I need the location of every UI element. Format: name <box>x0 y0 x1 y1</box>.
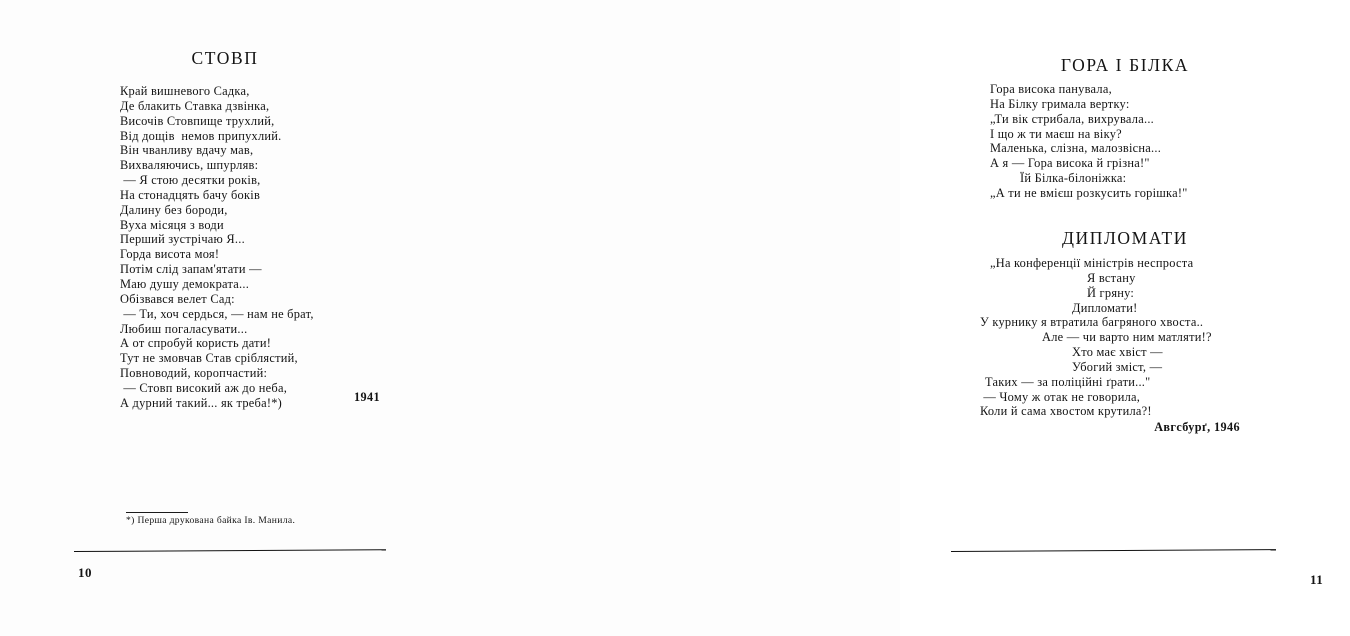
right-page <box>450 0 1324 636</box>
poem-line: Їй Білка-білоніжка: <box>1020 171 1127 186</box>
poem-line: А дурний такий... як треба!*) <box>120 395 283 410</box>
poem-line: Від дощів немов припухлий. <box>120 128 282 143</box>
poem-line: Й гряну: <box>1087 285 1135 300</box>
poem-date-dyplomaty: Авгсбурґ, 1946 <box>1154 420 1240 434</box>
poem-line: „А ти не вмієш розкусить горішка!" <box>990 185 1188 200</box>
footnote-separator-rule <box>126 512 188 513</box>
poem-line: Де блакить Ставка дзвінка, <box>120 98 270 113</box>
poem-line: Він чванливу вдачу мав, <box>120 143 254 158</box>
poem-line: На стонадцять бачу боків <box>120 187 261 202</box>
poem-line: Тут не змовчав Став сріблястий, <box>120 351 298 366</box>
poem-line: Потім слід запам'ятати — <box>120 262 262 277</box>
poem-line: „На конференції міністрів неспроста <box>990 256 1194 270</box>
poem-line: Любиш погаласувати... <box>120 321 248 336</box>
poem-line: Я встану <box>1087 270 1136 285</box>
poem-line: Коли й сама хвостом крутила?! <box>980 404 1152 419</box>
poem-line: Убогий зміст, — <box>1072 359 1163 374</box>
poem-line: Маленька, слізна, малозвісна... <box>990 141 1162 156</box>
poem-line: — Чому ж отак не говорила, <box>980 389 1141 404</box>
poem-line: Горда висота моя! <box>120 247 220 262</box>
poem-line: Височів Стовпище трухлий, <box>120 113 275 128</box>
poem-line: І що ж ти маєш на віку? <box>990 126 1122 141</box>
page-number-right: 11 <box>1310 572 1324 587</box>
poem-body-gora-i-bilka <box>990 82 1188 201</box>
poem-line: У курнику я втратила багряного хвоста.. <box>980 315 1204 330</box>
poem-line: — Я стою десятки років, <box>120 173 261 188</box>
poem-line: Перший зустрічаю Я... <box>120 232 245 247</box>
poem-body-stovp <box>120 84 314 411</box>
poem-date-stovp: 1941 <box>354 390 380 404</box>
poem-line: Вуха місяця з води <box>120 217 224 232</box>
footer-rule-right <box>951 549 1276 552</box>
poem-title-dyplomaty: ДИПЛОМАТИ <box>1061 228 1189 248</box>
poem-line: Край вишневого Садка, <box>120 84 250 98</box>
left-page <box>0 0 450 636</box>
poem-line: На Білку гримала вертку: <box>990 96 1130 111</box>
poem-line: „Ти вік стрибала, вихрувала... <box>990 111 1155 126</box>
poem-body-dyplomaty <box>980 256 1310 419</box>
poem-line: А я — Гора висока й грізна!" <box>990 156 1150 171</box>
poem-line: Повноводий, коропчастий: <box>120 366 268 381</box>
poem-title-stovp: СТОВП <box>191 48 259 68</box>
poem-line: — Ти, хоч сердься, — нам не брат, <box>120 306 314 321</box>
poem-line: Але — чи варто ним матляти!? <box>1042 330 1212 345</box>
page-number-left: 10 <box>78 565 92 580</box>
footnote-text: *) Перша друкована байка Ів. Манила. <box>126 515 296 526</box>
poem-line: Маю душу демократа... <box>120 276 250 291</box>
poem-line: Хто має хвіст — <box>1072 345 1163 360</box>
poem-line: Гора висока панувала, <box>990 82 1112 96</box>
poem-line: Таких — за поліційні ґрати..." <box>985 374 1151 389</box>
poem-line: Вихваляючись, шпурляв: <box>120 158 259 173</box>
poem-line: А от спробуй користь дати! <box>120 336 272 351</box>
poem-line: Дипломати! <box>1072 300 1138 315</box>
poem-line: — Стовп високий аж до неба, <box>120 380 288 395</box>
poem-line: Далину без бороди, <box>120 202 228 217</box>
poem-title-gora-i-bilka: ГОРА І БІЛКА <box>1060 55 1190 75</box>
poem-line: Обізвався велет Сад: <box>120 291 235 306</box>
footer-rule-left <box>74 549 386 552</box>
